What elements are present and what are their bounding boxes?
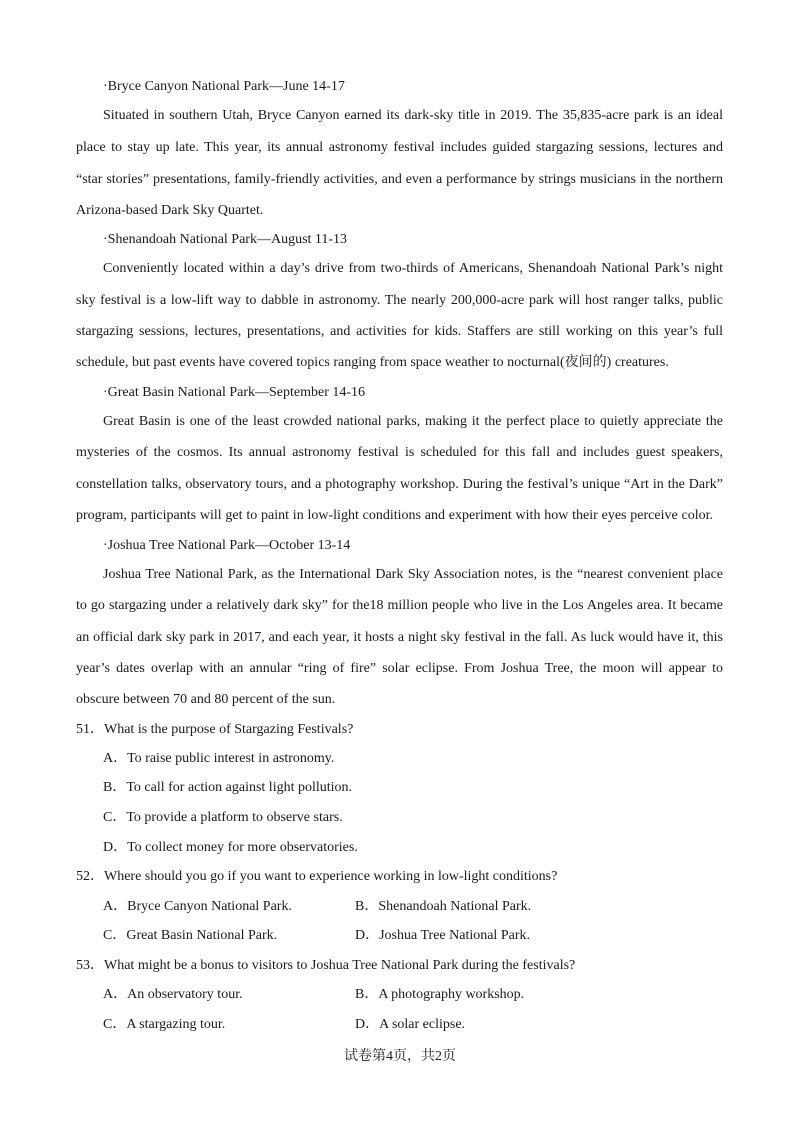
paragraph-line: program, participants will get to paint in low-light conditions and experiment with how their eyes perceive color. [76,508,713,523]
paragraph-line: place to stay up late. This year, its annual astronomy festival includes guided stargazing sessions, lectures and [76,140,723,155]
answer-option: C．To provide a platform to observe stars. [103,810,343,825]
paragraph-line: year’s dates overlap with an annular “ring of fire” solar eclipse. From Joshua Tree, the moon will appear to [76,661,723,676]
section-heading: ·Bryce Canyon National Park—June 14-17 [103,79,345,94]
answer-option: D．A solar eclipse. [355,1017,466,1032]
answer-option: D．Joshua Tree National Park. [355,928,530,943]
paragraph-line: Great Basin is one of the least crowded national parks, making it the perfect place to quietly appreciate the [103,414,723,429]
paragraph-line: obscure between 70 and 80 percent of the sun. [76,692,336,707]
answer-option: A．An observatory tour. [103,987,243,1002]
paragraph-line: mysteries of the cosmos. Its annual astronomy festival is scheduled for this fall and includes guest speakers, [76,445,723,460]
answer-option: A．To raise public interest in astronomy. [103,751,335,766]
section-heading: ·Joshua Tree National Park—October 13-14 [103,538,351,553]
paragraph-line: Conveniently located within a day’s drive from two-thirds of Americans, Shenandoah National Park’s night [103,261,723,276]
question-stem: 52．Where should you go if you want to experience working in low-light conditions? [76,869,558,884]
section-heading: ·Shenandoah National Park—August 11-13 [103,232,348,247]
paragraph-line: stargazing sessions, lectures, presentations, and activities for kids. Staffers are still working on this year’s full [76,324,723,339]
answer-option: C．A stargazing tour. [103,1017,226,1032]
section-heading: ·Great Basin National Park—September 14-16 [103,385,366,400]
paragraph-line: to go stargazing under a relatively dark sky” for the18 million people who live in the Los Angeles area. It became [76,598,723,613]
paragraph-line: “star stories” presentations, family-friendly activities, and even a performance by strings musicians in the northern [76,172,723,187]
paragraph-line: schedule, but past events have covered topics ranging from space weather to nocturnal(夜间的) creatures. [76,355,669,370]
paragraph-line: an official dark sky park in 2017, and each year, it hosts a night sky festival in the fall. As luck would have it, this [76,630,723,645]
answer-option: B．Shenandoah National Park. [355,899,532,914]
paragraph-line: Joshua Tree National Park, as the International Dark Sky Association notes, is the “nearest convenient place [103,567,723,582]
answer-option: A．Bryce Canyon National Park. [103,899,292,914]
paragraph-line: Arizona-based Dark Sky Quartet. [76,203,264,218]
paragraph-line: sky festival is a low-lift way to dabble in astronomy. The nearly 200,000-acre park will host ranger talks, public [76,293,723,308]
paragraph-line: constellation talks, observatory tours, and a photography workshop. During the festival’s unique “Art in the Dark” [76,477,723,492]
answer-option: B．A photography workshop. [355,987,525,1002]
question-stem: 51．What is the purpose of Stargazing Festivals? [76,722,354,737]
paragraph-line: Situated in southern Utah, Bryce Canyon earned its dark-sky title in 2019. The 35,835-acre park is an ideal [103,108,723,123]
answer-option: D．To collect money for more observatories. [103,840,358,855]
answer-option: B．To call for action against light pollution. [103,780,353,795]
question-stem: 53．What might be a bonus to visitors to Joshua Tree National Park during the festivals? [76,958,576,973]
page-footer: 试卷第4页，共2页 [344,1049,456,1064]
answer-option: C．Great Basin National Park. [103,928,278,943]
